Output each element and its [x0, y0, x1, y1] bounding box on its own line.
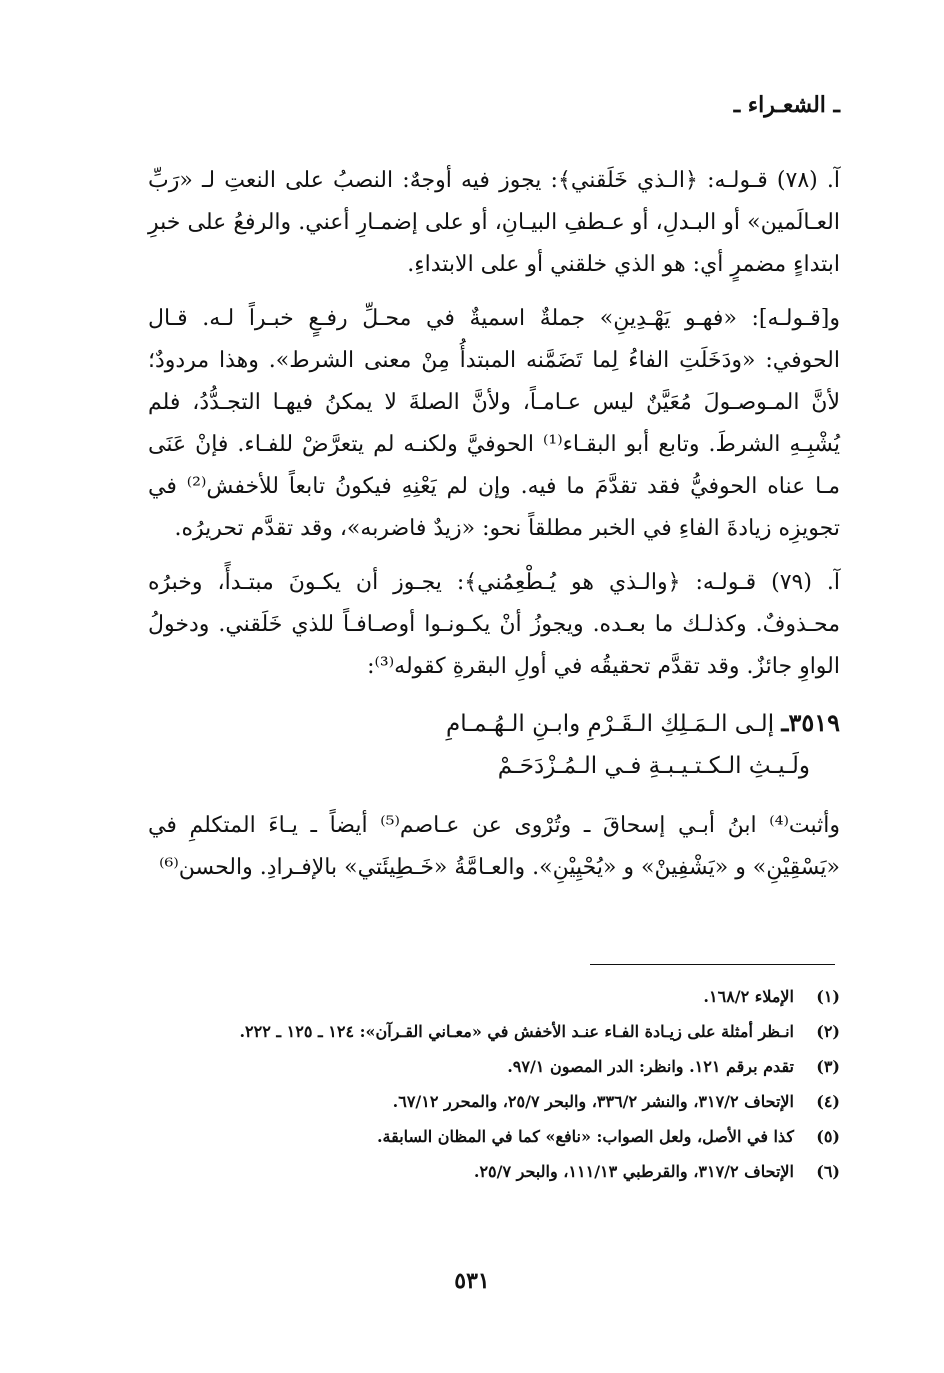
footnote-text: الإملاء ١٦٨/٢. — [703, 987, 794, 1006]
footnote-number: (٥) — [816, 1127, 840, 1146]
poetry-verse — [148, 702, 840, 787]
paragraph-final: وأثبت⁽⁴⁾ ابنُ أبـي إسحاقَ ـ وتُرْوى عن عـاصم⁽⁵⁾ أيضاً ـ يـاءَ المتكلمِ في «يَسْقِيْنِ» و «يَشْفِينْ» و «يُحْيِيْنِ». والعـامَّةُ «خَـطِيئَتي» بالإفـرادِ. والحسن⁽⁶⁾ — [148, 813, 840, 880]
footnote — [148, 1157, 840, 1186]
footnote-number: (١) — [816, 987, 840, 1006]
footnote-text: تقدم برقم ١٢١. وانظر: الدر المصون ٩٧/١. — [507, 1057, 794, 1076]
running-head: ـ الشعـراء ـ — [733, 92, 840, 118]
verse-first-line — [148, 702, 840, 745]
footnote-text: كذا في الأصل، ولعل الصواب: «نافع» كما في المظان السابقة. — [376, 1127, 794, 1146]
footnote-number: (٢) — [816, 1022, 840, 1041]
footnote — [148, 1122, 840, 1151]
footnote-separator — [590, 964, 835, 965]
footnote-text: الإتحاف ٣١٧/٢، والنشر ٣٣٦/٢، والبحر ٢٥/٧، والمحرر ٦٧/١٢. — [392, 1092, 794, 1111]
paragraph-verse-79: آ. (٧٩) قـولـه: ﴿والـذي هو يُـطْعِمُني﴾: يجـوز أن يكـونَ مبتـدأً، وخبرُه محـذوفٌ. وكذلـك ما بعـده. ويجوزُ أنْ يكـونـوا أوصـافـاً للذي خَلَقني. ودخولُ الواوِ جائزٌ. وقد تقدَّم تحقيقُه في أولِ البقرةِ كقوله⁽³⁾: — [148, 570, 840, 679]
footnote-text: انـظر أمثلة على زيـادة الفـاء عنـد الأخفش في «معـاني القـرآن»: ١٢٤ ـ ١٢٥ ـ ٢٢٢. — [239, 1022, 794, 1041]
footnote — [148, 1017, 840, 1046]
paragraph-commentary: و[قـولـه]: «فهـو يَهْـدِينِ» جملةٌ اسميةٌ في محـلِّ رفـعٍ خبـراً لـه. قـال الحوفي: «ودَخَلَتِ الفاءُ لِما تَضَمَّنه المبتدأُ مِنْ معنى الشرط». وهذا مردودٌ؛ لأنَّ المـوصـولَ مُعَيَّنٌ ليس عـامـاً، ولأنَّ الصلةَ لا يمكنُ فيهـا التجـدُّدُ، فلم يُشْبِـهِ الشرطَ. وتابع أبو البقـاء⁽¹⁾ الحوفيَّ ولكنـه لم يتعرَّضْ للفـاء. فإنْ عَنَى مـا عناه الحوفيُّ فقد تقدَّمَ ما فيه. وإن لم يَعْنِهِ فيكونُ تابعاً للأخفش⁽²⁾ في تجويزِه زيادةَ الفاءِ في الخبر مطلقاً نحو: «زيدٌ فاضربه»، وقد تقدَّم تحريرُه. — [148, 306, 841, 541]
verse-number: ٣٥١٩ـ — [781, 708, 840, 737]
paragraph-verse-78: آ. (٧٨) قـولـه: ﴿الـذي خَلَقني﴾: يجوز فيه أوجهٌ: النصبُ على النعتِ لـ «رَبِّ العـالَمين» أو البـدلِ، أو عـطفِ البيـانِ، أو على إضمـارِ أعني. والرفعُ على خبرِ ابتداءٍ مضمرٍ أي: هو الذي خلقني أو على الابتداءِ. — [148, 168, 841, 277]
footnote — [148, 982, 840, 1011]
footnotes — [148, 982, 840, 1192]
page-number: ٥٣١ — [454, 1268, 490, 1294]
main-text — [148, 160, 840, 901]
verse-hemistich-1: إلـى الـمَـلِكِ الـقَـرْمِ وابـنِ الـهُـمـامِ — [446, 711, 775, 737]
verse-hemistich-2: ولَـيـثِ الـكـتـيـبـةِ فـي الـمُـزْدَحَـمْ — [497, 753, 810, 779]
footnote-text: الإتحاف ٣١٧/٢، والقرطبي ١١١/١٣، والبحر ٢٥/٧. — [473, 1162, 794, 1181]
footnote — [148, 1087, 840, 1116]
footnote-number: (٤) — [816, 1092, 840, 1111]
footnote — [148, 1052, 840, 1081]
footnote-number: (٣) — [816, 1057, 840, 1076]
footnote-number: (٦) — [816, 1162, 840, 1181]
